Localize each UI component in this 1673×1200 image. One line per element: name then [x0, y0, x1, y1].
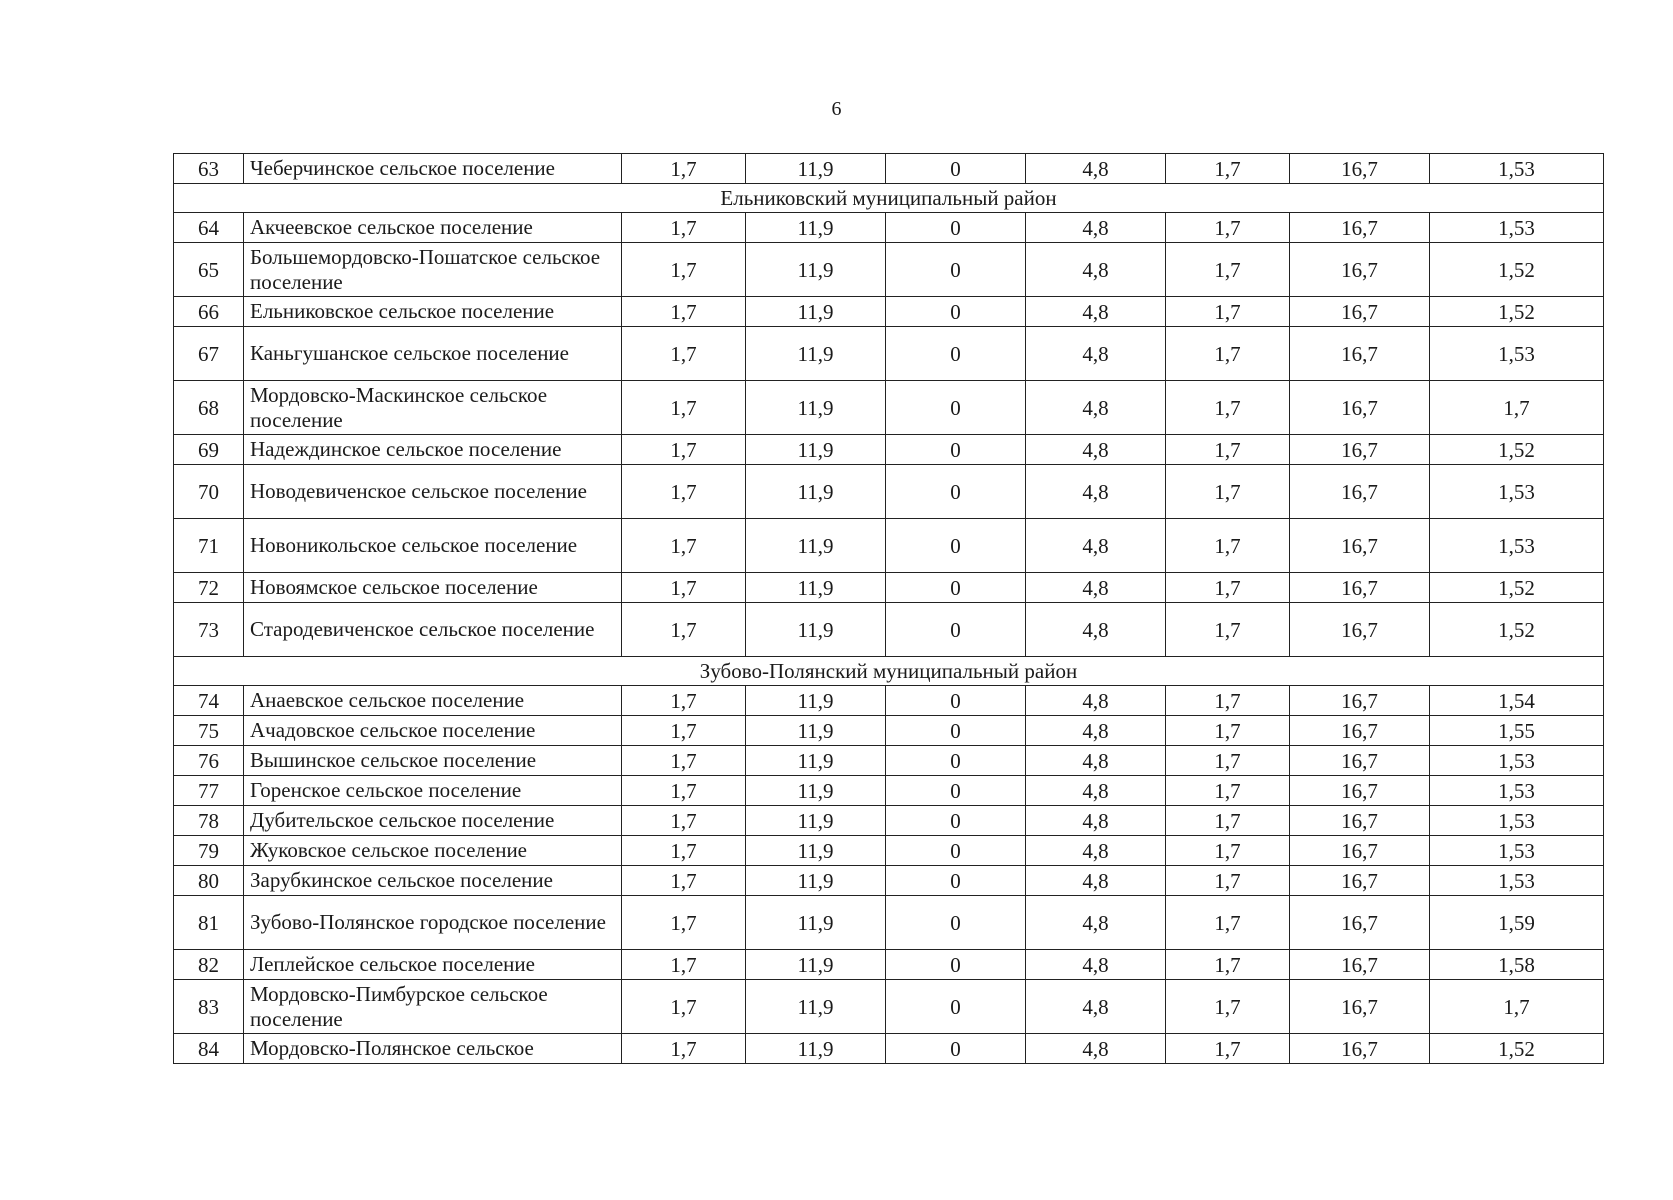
value-col-2: 11,9 [746, 603, 886, 657]
value-col-7: 1,52 [1430, 1034, 1604, 1064]
value-col-5: 1,7 [1166, 776, 1290, 806]
value-col-4: 4,8 [1026, 950, 1166, 980]
value-col-7: 1,53 [1430, 327, 1604, 381]
value-col-6: 16,7 [1290, 866, 1430, 896]
value-col-6: 16,7 [1290, 243, 1430, 297]
value-col-5: 1,7 [1166, 573, 1290, 603]
value-col-1: 1,7 [622, 776, 746, 806]
row-number: 73 [174, 603, 244, 657]
settlement-name: Новоникольское сельское поселение [244, 519, 622, 573]
value-col-3: 0 [886, 896, 1026, 950]
table-row [174, 465, 1604, 519]
value-col-6: 16,7 [1290, 213, 1430, 243]
table-row [174, 1034, 1604, 1064]
value-col-4: 4,8 [1026, 806, 1166, 836]
settlement-name: Жуковское сельское поселение [244, 836, 622, 866]
value-col-1: 1,7 [622, 381, 746, 435]
value-col-5: 1,7 [1166, 435, 1290, 465]
value-col-6: 16,7 [1290, 950, 1430, 980]
value-col-2: 11,9 [746, 980, 886, 1034]
value-col-6: 16,7 [1290, 573, 1430, 603]
value-col-4: 4,8 [1026, 603, 1166, 657]
settlement-name: Вышинское сельское поселение [244, 746, 622, 776]
value-col-6: 16,7 [1290, 435, 1430, 465]
value-col-1: 1,7 [622, 866, 746, 896]
settlement-name: Ачадовское сельское поселение [244, 716, 622, 746]
table-row [174, 154, 1604, 184]
value-col-3: 0 [886, 1034, 1026, 1064]
table-row [174, 836, 1604, 866]
value-col-2: 11,9 [746, 465, 886, 519]
settlement-name: Горенское сельское поселение [244, 776, 622, 806]
value-col-6: 16,7 [1290, 154, 1430, 184]
value-col-3: 0 [886, 154, 1026, 184]
value-col-7: 1,52 [1430, 435, 1604, 465]
value-col-6: 16,7 [1290, 465, 1430, 519]
value-col-3: 0 [886, 980, 1026, 1034]
value-col-3: 0 [886, 806, 1026, 836]
value-col-5: 1,7 [1166, 896, 1290, 950]
value-col-1: 1,7 [622, 327, 746, 381]
value-col-3: 0 [886, 573, 1026, 603]
value-col-5: 1,7 [1166, 746, 1290, 776]
value-col-1: 1,7 [622, 716, 746, 746]
value-col-6: 16,7 [1290, 327, 1430, 381]
row-number: 74 [174, 686, 244, 716]
value-col-3: 0 [886, 327, 1026, 381]
value-col-4: 4,8 [1026, 465, 1166, 519]
settlement-name: Зарубкинское сельское поселение [244, 866, 622, 896]
value-col-5: 1,7 [1166, 154, 1290, 184]
value-col-3: 0 [886, 465, 1026, 519]
value-col-7: 1,59 [1430, 896, 1604, 950]
value-col-1: 1,7 [622, 1034, 746, 1064]
value-col-1: 1,7 [622, 896, 746, 950]
section-title: Зубово-Полянский муниципальный район [174, 657, 1604, 686]
section-title: Ельниковский муниципальный район [174, 184, 1604, 213]
value-col-2: 11,9 [746, 950, 886, 980]
section-header-row [174, 657, 1604, 686]
value-col-7: 1,52 [1430, 573, 1604, 603]
row-number: 68 [174, 381, 244, 435]
value-col-1: 1,7 [622, 980, 746, 1034]
value-col-3: 0 [886, 866, 1026, 896]
value-col-6: 16,7 [1290, 1034, 1430, 1064]
value-col-6: 16,7 [1290, 716, 1430, 746]
value-col-1: 1,7 [622, 806, 746, 836]
value-col-4: 4,8 [1026, 1034, 1166, 1064]
value-col-7: 1,53 [1430, 746, 1604, 776]
settlement-name: Зубово-Полянское городское поселение [244, 896, 622, 950]
value-col-6: 16,7 [1290, 746, 1430, 776]
value-col-5: 1,7 [1166, 603, 1290, 657]
section-header-row [174, 184, 1604, 213]
settlement-name: Мордовско-Пимбурское сельское поселение [244, 980, 622, 1034]
value-col-4: 4,8 [1026, 746, 1166, 776]
table-row [174, 573, 1604, 603]
value-col-4: 4,8 [1026, 154, 1166, 184]
value-col-2: 11,9 [746, 1034, 886, 1064]
value-col-2: 11,9 [746, 327, 886, 381]
table-row [174, 519, 1604, 573]
settlement-name: Ельниковское сельское поселение [244, 297, 622, 327]
table-row [174, 980, 1604, 1034]
value-col-1: 1,7 [622, 154, 746, 184]
value-col-2: 11,9 [746, 297, 886, 327]
row-number: 77 [174, 776, 244, 806]
value-col-3: 0 [886, 746, 1026, 776]
row-number: 76 [174, 746, 244, 776]
value-col-4: 4,8 [1026, 836, 1166, 866]
settlement-name: Новоямское сельское поселение [244, 573, 622, 603]
value-col-5: 1,7 [1166, 980, 1290, 1034]
value-col-2: 11,9 [746, 896, 886, 950]
row-number: 69 [174, 435, 244, 465]
value-col-3: 0 [886, 950, 1026, 980]
value-col-2: 11,9 [746, 776, 886, 806]
value-col-2: 11,9 [746, 154, 886, 184]
value-col-7: 1,7 [1430, 980, 1604, 1034]
value-col-1: 1,7 [622, 836, 746, 866]
value-col-2: 11,9 [746, 806, 886, 836]
value-col-7: 1,58 [1430, 950, 1604, 980]
table-row [174, 866, 1604, 896]
value-col-7: 1,53 [1430, 776, 1604, 806]
value-col-5: 1,7 [1166, 243, 1290, 297]
value-col-6: 16,7 [1290, 776, 1430, 806]
value-col-1: 1,7 [622, 746, 746, 776]
table-row [174, 716, 1604, 746]
table-row [174, 327, 1604, 381]
value-col-5: 1,7 [1166, 297, 1290, 327]
value-col-2: 11,9 [746, 746, 886, 776]
value-col-6: 16,7 [1290, 806, 1430, 836]
value-col-5: 1,7 [1166, 716, 1290, 746]
value-col-4: 4,8 [1026, 716, 1166, 746]
value-col-2: 11,9 [746, 243, 886, 297]
value-col-3: 0 [886, 836, 1026, 866]
row-number: 65 [174, 243, 244, 297]
table-row [174, 213, 1604, 243]
table-row [174, 297, 1604, 327]
row-number: 64 [174, 213, 244, 243]
value-col-2: 11,9 [746, 686, 886, 716]
value-col-4: 4,8 [1026, 519, 1166, 573]
settlements-table [173, 153, 1604, 1064]
row-number: 72 [174, 573, 244, 603]
value-col-4: 4,8 [1026, 435, 1166, 465]
table-row [174, 896, 1604, 950]
value-col-1: 1,7 [622, 686, 746, 716]
value-col-4: 4,8 [1026, 980, 1166, 1034]
value-col-7: 1,52 [1430, 243, 1604, 297]
row-number: 82 [174, 950, 244, 980]
settlement-name: Новодевиченское сельское поселение [244, 465, 622, 519]
value-col-5: 1,7 [1166, 866, 1290, 896]
value-col-5: 1,7 [1166, 836, 1290, 866]
settlement-name: Анаевское сельское поселение [244, 686, 622, 716]
table-row [174, 776, 1604, 806]
value-col-5: 1,7 [1166, 213, 1290, 243]
value-col-1: 1,7 [622, 465, 746, 519]
value-col-4: 4,8 [1026, 381, 1166, 435]
row-number: 83 [174, 980, 244, 1034]
value-col-7: 1,53 [1430, 465, 1604, 519]
row-number: 75 [174, 716, 244, 746]
value-col-2: 11,9 [746, 381, 886, 435]
settlement-name: Надеждинское сельское поселение [244, 435, 622, 465]
table-row [174, 381, 1604, 435]
value-col-1: 1,7 [622, 603, 746, 657]
value-col-4: 4,8 [1026, 896, 1166, 950]
value-col-7: 1,53 [1430, 154, 1604, 184]
value-col-7: 1,53 [1430, 519, 1604, 573]
value-col-6: 16,7 [1290, 836, 1430, 866]
value-col-5: 1,7 [1166, 1034, 1290, 1064]
value-col-7: 1,55 [1430, 716, 1604, 746]
value-col-3: 0 [886, 213, 1026, 243]
value-col-5: 1,7 [1166, 465, 1290, 519]
value-col-5: 1,7 [1166, 806, 1290, 836]
value-col-1: 1,7 [622, 297, 746, 327]
value-col-6: 16,7 [1290, 896, 1430, 950]
row-number: 84 [174, 1034, 244, 1064]
row-number: 66 [174, 297, 244, 327]
table-row [174, 603, 1604, 657]
value-col-3: 0 [886, 603, 1026, 657]
settlement-name: Акчеевское сельское поселение [244, 213, 622, 243]
table-row [174, 686, 1604, 716]
value-col-1: 1,7 [622, 519, 746, 573]
value-col-3: 0 [886, 776, 1026, 806]
value-col-3: 0 [886, 686, 1026, 716]
value-col-4: 4,8 [1026, 297, 1166, 327]
table-row [174, 950, 1604, 980]
value-col-4: 4,8 [1026, 243, 1166, 297]
value-col-4: 4,8 [1026, 573, 1166, 603]
settlement-name: Каньгушанское сельское поселение [244, 327, 622, 381]
table-row [174, 746, 1604, 776]
row-number: 63 [174, 154, 244, 184]
row-number: 79 [174, 836, 244, 866]
value-col-4: 4,8 [1026, 327, 1166, 381]
value-col-3: 0 [886, 435, 1026, 465]
value-col-5: 1,7 [1166, 327, 1290, 381]
table-row [174, 435, 1604, 465]
settlement-name: Стародевиченское сельское поселение [244, 603, 622, 657]
value-col-5: 1,7 [1166, 381, 1290, 435]
value-col-1: 1,7 [622, 435, 746, 465]
value-col-4: 4,8 [1026, 686, 1166, 716]
value-col-6: 16,7 [1290, 519, 1430, 573]
value-col-2: 11,9 [746, 573, 886, 603]
table-body [174, 154, 1604, 1064]
settlement-name: Мордовско-Полянское сельское [244, 1034, 622, 1064]
value-col-4: 4,8 [1026, 776, 1166, 806]
value-col-1: 1,7 [622, 950, 746, 980]
value-col-3: 0 [886, 716, 1026, 746]
value-col-7: 1,52 [1430, 297, 1604, 327]
value-col-6: 16,7 [1290, 603, 1430, 657]
value-col-7: 1,53 [1430, 806, 1604, 836]
page-number: 6 [831, 98, 842, 120]
value-col-4: 4,8 [1026, 866, 1166, 896]
row-number: 67 [174, 327, 244, 381]
value-col-5: 1,7 [1166, 950, 1290, 980]
value-col-7: 1,52 [1430, 603, 1604, 657]
settlement-name: Леплейское сельское поселение [244, 950, 622, 980]
value-col-1: 1,7 [622, 213, 746, 243]
value-col-3: 0 [886, 297, 1026, 327]
value-col-2: 11,9 [746, 866, 886, 896]
row-number: 71 [174, 519, 244, 573]
value-col-3: 0 [886, 243, 1026, 297]
value-col-3: 0 [886, 519, 1026, 573]
value-col-2: 11,9 [746, 435, 886, 465]
value-col-7: 1,53 [1430, 866, 1604, 896]
value-col-6: 16,7 [1290, 686, 1430, 716]
value-col-2: 11,9 [746, 716, 886, 746]
settlement-name: Мордовско-Маскинское сельское поселение [244, 381, 622, 435]
row-number: 70 [174, 465, 244, 519]
value-col-2: 11,9 [746, 836, 886, 866]
value-col-7: 1,53 [1430, 213, 1604, 243]
value-col-6: 16,7 [1290, 980, 1430, 1034]
row-number: 80 [174, 866, 244, 896]
value-col-6: 16,7 [1290, 381, 1430, 435]
table-row [174, 243, 1604, 297]
value-col-1: 1,7 [622, 573, 746, 603]
table-row [174, 806, 1604, 836]
row-number: 78 [174, 806, 244, 836]
value-col-5: 1,7 [1166, 686, 1290, 716]
value-col-4: 4,8 [1026, 213, 1166, 243]
value-col-5: 1,7 [1166, 519, 1290, 573]
value-col-6: 16,7 [1290, 297, 1430, 327]
value-col-2: 11,9 [746, 519, 886, 573]
settlement-name: Дубительское сельское поселение [244, 806, 622, 836]
value-col-1: 1,7 [622, 243, 746, 297]
value-col-7: 1,53 [1430, 836, 1604, 866]
row-number: 81 [174, 896, 244, 950]
value-col-7: 1,7 [1430, 381, 1604, 435]
settlement-name: Чеберчинское сельское поселение [244, 154, 622, 184]
value-col-3: 0 [886, 381, 1026, 435]
value-col-7: 1,54 [1430, 686, 1604, 716]
value-col-2: 11,9 [746, 213, 886, 243]
settlement-name: Большемордовско-Пошатское сельское поселение [244, 243, 622, 297]
